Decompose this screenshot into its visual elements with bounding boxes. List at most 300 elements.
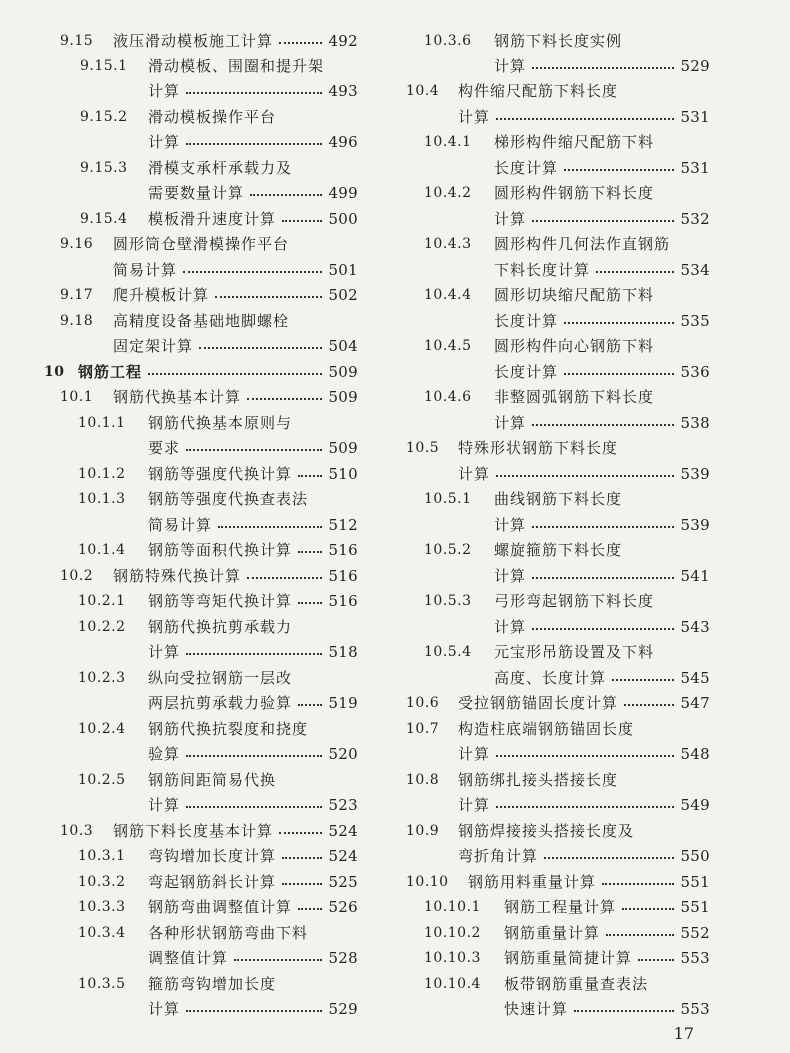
toc-entry-page: 536 (680, 363, 710, 381)
toc-entry-title: 滑动模板、围圈和提升架 (148, 57, 325, 75)
toc-entry-page: 531 (680, 108, 710, 126)
toc-entry-title: 验算 (148, 745, 181, 763)
dot-leader (532, 577, 674, 579)
toc-entry-number: 10.2.5 (78, 772, 126, 788)
toc-entry-title: 构件缩尺配筋下料长度 (458, 82, 619, 100)
toc-entry-number: 10.10.4 (424, 976, 481, 992)
toc-entry[interactable] (0, 333, 395, 359)
toc-entry[interactable] (0, 129, 395, 155)
toc-entry-title: 长度计算 (494, 159, 559, 177)
toc-entry-title: 两层抗剪承载力验算 (148, 694, 293, 712)
toc-entry[interactable] (0, 282, 395, 308)
toc-entry-number: 10.3.1 (78, 848, 126, 864)
toc-entry[interactable] (0, 563, 395, 589)
toc-entry-number: 10.7 (406, 721, 440, 737)
toc-entry-page: 538 (680, 414, 710, 432)
toc-entry-number: 10.10.3 (424, 950, 481, 966)
dot-leader (234, 959, 322, 961)
toc-entry-number: 10.10.1 (424, 899, 481, 915)
dot-leader (298, 475, 322, 477)
toc-entry[interactable] (0, 869, 395, 895)
dot-leader (574, 1010, 674, 1012)
toc-entry-page: 525 (328, 873, 358, 891)
toc-entry[interactable] (0, 843, 395, 869)
toc-entry-title: 圆形筒仓壁滑模操作平台 (113, 235, 290, 253)
toc-entry-title: 滑动模板操作平台 (148, 108, 277, 126)
toc-entry[interactable] (398, 920, 790, 946)
toc-entry[interactable] (398, 792, 790, 818)
toc-entry-title: 计算 (458, 796, 491, 814)
toc-entry[interactable] (0, 435, 395, 461)
toc-entry-page: 548 (680, 745, 710, 763)
toc-entry-page: 520 (328, 745, 358, 763)
toc-entry-title: 螺旋箍筋下料长度 (494, 541, 623, 559)
dot-leader (602, 883, 674, 885)
toc-entry-title: 圆形构件钢筋下料长度 (494, 184, 655, 202)
toc-entry-number: 10.10 (406, 874, 449, 890)
toc-entry-number: 10.1.4 (78, 542, 126, 558)
toc-entry-title: 特殊形状钢筋下料长度 (458, 439, 619, 457)
toc-entry-page: 543 (680, 618, 710, 636)
toc-entry-page: 541 (680, 567, 710, 585)
toc-entry-number: 9.17 (60, 287, 94, 303)
toc-entry[interactable] (0, 996, 395, 1022)
toc-entry[interactable] (398, 690, 790, 716)
toc-entry-title: 计算 (148, 1000, 181, 1018)
toc-entry[interactable] (0, 741, 395, 767)
toc-entry-number: 9.16 (60, 236, 94, 252)
toc-entry-title: 钢筋重量计算 (504, 924, 601, 942)
toc-entry-number: 10.5.1 (424, 491, 472, 507)
dot-leader (544, 857, 674, 859)
toc-entry-number: 10.5 (406, 440, 440, 456)
toc-entry-page: 534 (680, 261, 710, 279)
toc-entry-title: 钢筋工程 (78, 363, 143, 381)
dot-leader (186, 755, 322, 757)
toc-entry-title: 曲线钢筋下料长度 (494, 490, 623, 508)
toc-entry-title: 圆形构件向心钢筋下料 (494, 337, 655, 355)
toc-entry-title: 弯折角计算 (458, 847, 539, 865)
dot-leader (250, 194, 322, 196)
toc-entry-number: 10.2 (60, 568, 94, 584)
dot-leader (622, 908, 674, 910)
toc-entry[interactable] (398, 129, 790, 155)
toc-entry[interactable] (0, 231, 395, 257)
toc-entry[interactable] (0, 614, 395, 640)
toc-entry-number: 9.15 (60, 33, 94, 49)
toc-entry-title: 计算 (148, 82, 181, 100)
toc-entry[interactable] (398, 639, 790, 665)
toc-entry[interactable] (398, 104, 790, 130)
dot-leader (532, 67, 674, 69)
toc-entry[interactable] (398, 843, 790, 869)
toc-entry-title: 高精度设备基础地脚螺栓 (113, 312, 290, 330)
toc-entry-page: 509 (328, 363, 358, 381)
toc-entry-page: 504 (328, 337, 358, 355)
toc-entry-number: 10.1.3 (78, 491, 126, 507)
toc-entry-title: 简易计算 (148, 516, 213, 534)
toc-entry-page: 531 (680, 159, 710, 177)
dot-leader (564, 373, 674, 375)
toc-entry[interactable] (0, 461, 395, 487)
toc-entry-title: 钢筋等强度代换查表法 (148, 490, 309, 508)
toc-entry-title: 钢筋间距简易代换 (148, 771, 277, 789)
toc-entry-title: 钢筋等面积代换计算 (148, 541, 293, 559)
toc-entry-title: 计算 (148, 133, 181, 151)
toc-entry[interactable] (0, 486, 395, 512)
dot-leader (298, 602, 322, 604)
toc-entry[interactable] (398, 971, 790, 997)
toc-entry-page: 509 (328, 388, 358, 406)
toc-entry-page: 529 (328, 1000, 358, 1018)
toc-entry-title: 钢筋用料重量计算 (468, 873, 597, 891)
dot-leader (612, 679, 674, 681)
toc-entry-title: 计算 (148, 643, 181, 661)
toc-entry-title: 钢筋焊接接头搭接长度及 (458, 822, 635, 840)
dot-leader (199, 347, 322, 349)
toc-entry-title: 受拉钢筋锚固长度计算 (458, 694, 619, 712)
toc-entry-title: 要求 (148, 439, 181, 457)
toc-entry[interactable] (398, 945, 790, 971)
toc-entry-page: 547 (680, 694, 710, 712)
toc-entry[interactable] (0, 359, 395, 385)
toc-entry-number: 10.6 (406, 695, 440, 711)
toc-entry-title: 计算 (494, 57, 527, 75)
toc-entry-page: 516 (328, 567, 358, 585)
toc-entry-page: 528 (328, 949, 358, 967)
toc-entry-title: 弯起钢筋斜长计算 (148, 873, 277, 891)
toc-entry-page: 523 (328, 796, 358, 814)
toc-entry-title: 钢筋等强度代换计算 (148, 465, 293, 483)
toc-entry-page: 553 (680, 949, 710, 967)
toc-entry-page: 545 (680, 669, 710, 687)
toc-entry-title: 箍筋弯钩增加长度 (148, 975, 277, 993)
toc-entry-title: 钢筋代换基本计算 (113, 388, 242, 406)
toc-entry[interactable] (398, 741, 790, 767)
toc-entry[interactable] (0, 920, 395, 946)
toc-entry-title: 钢筋等弯矩代换计算 (148, 592, 293, 610)
toc-entry-title: 钢筋代换抗裂度和挠度 (148, 720, 309, 738)
toc-entry[interactable] (0, 155, 395, 181)
toc-entry[interactable] (398, 308, 790, 334)
toc-entry[interactable] (398, 257, 790, 283)
toc-entry-number: 10 (44, 364, 65, 380)
dot-leader (186, 449, 322, 451)
toc-entry-number: 10.3.6 (424, 33, 472, 49)
dot-leader (247, 577, 322, 579)
toc-entry[interactable] (0, 971, 395, 997)
toc-entry[interactable] (0, 818, 395, 844)
toc-entry-page: 550 (680, 847, 710, 865)
toc-entry[interactable] (0, 257, 395, 283)
toc-entry-page: 551 (680, 898, 710, 916)
toc-entry-number: 10.3.4 (78, 925, 126, 941)
dot-leader (186, 1010, 322, 1012)
toc-entry-page: 553 (680, 1000, 710, 1018)
toc-entry-number: 9.15.1 (80, 58, 128, 74)
toc-entry-title: 计算 (494, 618, 527, 636)
dot-leader (186, 653, 322, 655)
toc-entry-title: 滑模支承杆承载力及 (148, 159, 293, 177)
toc-entry-page: 551 (680, 873, 710, 891)
toc-entry[interactable] (0, 512, 395, 538)
dot-leader (596, 271, 674, 273)
dot-leader (564, 322, 674, 324)
toc-entry-title: 弯钩增加长度计算 (148, 847, 277, 865)
dot-leader (496, 475, 674, 477)
toc-entry[interactable] (398, 767, 790, 793)
toc-entry-page: 535 (680, 312, 710, 330)
toc-entry[interactable] (398, 996, 790, 1022)
toc-entry-page: 524 (328, 847, 358, 865)
dot-leader (638, 959, 674, 961)
toc-entry-title: 圆形构件几何法作直钢筋 (494, 235, 671, 253)
dot-leader (218, 526, 322, 528)
toc-entry-title: 模板滑升速度计算 (148, 210, 277, 228)
toc-entry-number: 10.2.2 (78, 619, 126, 635)
toc-entry-number: 10.9 (406, 823, 440, 839)
toc-entry-title: 钢筋特殊代换计算 (113, 567, 242, 585)
toc-entry-number: 10.1.1 (78, 415, 126, 431)
dot-leader (247, 398, 322, 400)
toc-entry-title: 钢筋弯曲调整值计算 (148, 898, 293, 916)
dot-leader (606, 934, 674, 936)
toc-entry-page: 500 (328, 210, 358, 228)
dot-leader (279, 832, 322, 834)
toc-entry[interactable] (0, 180, 395, 206)
toc-entry-page: 524 (328, 822, 358, 840)
toc-entry-page: 539 (680, 516, 710, 534)
toc-entry[interactable] (398, 665, 790, 691)
toc-entry-title: 钢筋重量简捷计算 (504, 949, 633, 967)
toc-entry-title: 计算 (494, 516, 527, 534)
toc-entry-page: 518 (328, 643, 358, 661)
toc-entry-page: 539 (680, 465, 710, 483)
toc-entry-title: 长度计算 (494, 312, 559, 330)
toc-entry-number: 10.2.4 (78, 721, 126, 737)
toc-entry-number: 10.4 (406, 83, 440, 99)
toc-entry[interactable] (398, 486, 790, 512)
toc-entry-number: 10.3.2 (78, 874, 126, 890)
toc-entry[interactable] (0, 945, 395, 971)
toc-entry[interactable] (0, 384, 395, 410)
toc-entry-number: 10.4.2 (424, 185, 472, 201)
toc-entry-title: 计算 (458, 465, 491, 483)
toc-entry-title: 计算 (458, 108, 491, 126)
toc-entry[interactable] (0, 894, 395, 920)
toc-entry-number: 10.3.3 (78, 899, 126, 915)
dot-leader (496, 806, 674, 808)
toc-entry-title: 下料长度计算 (494, 261, 591, 279)
toc-entry[interactable] (0, 206, 395, 232)
toc-entry[interactable] (398, 588, 790, 614)
dot-leader (298, 908, 322, 910)
toc-entry-page: 510 (328, 465, 358, 483)
toc-entry[interactable] (0, 410, 395, 436)
dot-leader (298, 704, 322, 706)
toc-entry-page: 549 (680, 796, 710, 814)
dot-leader (532, 526, 674, 528)
toc-entry[interactable] (398, 28, 790, 54)
toc-entry-title: 梯形构件缩尺配筋下料 (494, 133, 655, 151)
toc-entry[interactable] (0, 767, 395, 793)
dot-leader (282, 857, 322, 859)
toc-entry-number: 10.4.3 (424, 236, 472, 252)
toc-entry-title: 计算 (148, 796, 181, 814)
toc-entry-title: 爬升模板计算 (113, 286, 210, 304)
toc-entry-page: 516 (328, 541, 358, 559)
toc-entry[interactable] (398, 180, 790, 206)
toc-entry-title: 板带钢筋重量查表法 (504, 975, 649, 993)
toc-entry-title: 计算 (458, 745, 491, 763)
toc-entry[interactable] (398, 282, 790, 308)
toc-entry[interactable] (0, 690, 395, 716)
toc-entry-number: 10.4.5 (424, 338, 472, 354)
toc-entry-title: 高度、长度计算 (494, 669, 607, 687)
toc-entry-title: 快速计算 (504, 1000, 569, 1018)
toc-entry-title: 液压滑动模板施工计算 (113, 32, 274, 50)
toc-entry[interactable] (0, 639, 395, 665)
toc-entry-page: 509 (328, 439, 358, 457)
toc-entry-page: 519 (328, 694, 358, 712)
toc-entry-number: 10.1 (60, 389, 94, 405)
toc-entry-number: 9.15.3 (80, 160, 128, 176)
toc-entry-number: 10.2.3 (78, 670, 126, 686)
toc-entry-number: 9.15.2 (80, 109, 128, 125)
toc-entry[interactable] (398, 410, 790, 436)
toc-entry[interactable] (0, 665, 395, 691)
toc-entry[interactable] (398, 512, 790, 538)
toc-entry-title: 元宝形吊筋设置及下料 (494, 643, 655, 661)
toc-entry[interactable] (398, 461, 790, 487)
toc-entry[interactable] (398, 78, 790, 104)
toc-entry-number: 9.15.4 (80, 211, 128, 227)
toc-entry-page: 512 (328, 516, 358, 534)
toc-entry[interactable] (398, 333, 790, 359)
toc-entry[interactable] (0, 308, 395, 334)
dot-leader (282, 883, 322, 885)
toc-entry[interactable] (0, 588, 395, 614)
dot-leader (496, 118, 674, 120)
toc-entry[interactable] (0, 792, 395, 818)
toc-entry-number: 10.2.1 (78, 593, 126, 609)
toc-entry-title: 长度计算 (494, 363, 559, 381)
toc-entry[interactable] (398, 359, 790, 385)
dot-leader (215, 296, 322, 298)
dot-leader (496, 755, 674, 757)
toc-entry-title: 弓形弯起钢筋下料长度 (494, 592, 655, 610)
toc-entry[interactable] (398, 716, 790, 742)
toc-entry-number: 10.5.4 (424, 644, 472, 660)
toc-entry[interactable] (398, 614, 790, 640)
toc-entry-number: 10.10.2 (424, 925, 481, 941)
toc-entry-title: 钢筋工程量计算 (504, 898, 617, 916)
toc-entry[interactable] (0, 104, 395, 130)
toc-entry-page: 492 (328, 32, 358, 50)
toc-entry-number: 10.5.2 (424, 542, 472, 558)
toc-entry-title: 纵向受拉钢筋一层改 (148, 669, 293, 687)
toc-entry[interactable] (0, 78, 395, 104)
toc-entry-number: 10.5.3 (424, 593, 472, 609)
toc-entry[interactable] (0, 537, 395, 563)
toc-entry-title: 钢筋绑扎接头搭接长度 (458, 771, 619, 789)
toc-entry[interactable] (398, 894, 790, 920)
toc-entry-number: 10.1.2 (78, 466, 126, 482)
toc-entry-page: 529 (680, 57, 710, 75)
toc-entry-title: 非整圆弧钢筋下料长度 (494, 388, 655, 406)
toc-entry-number: 9.18 (60, 313, 94, 329)
dot-leader (282, 220, 322, 222)
toc-entry-title: 计算 (494, 567, 527, 585)
dot-leader (532, 220, 674, 222)
toc-entry-title: 构造柱底端钢筋锚固长度 (458, 720, 635, 738)
page-number: 17 (673, 1024, 694, 1043)
toc-entry-number: 10.3 (60, 823, 94, 839)
toc-entry-page: 499 (328, 184, 358, 202)
dot-leader (624, 704, 674, 706)
toc-entry-page: 552 (680, 924, 710, 942)
toc-entry-title: 钢筋代换基本原则与 (148, 414, 293, 432)
toc-entry-page: 526 (328, 898, 358, 916)
dot-leader (186, 92, 322, 94)
toc-entry-title: 调整值计算 (148, 949, 229, 967)
toc-entry[interactable] (398, 563, 790, 589)
dot-leader (186, 143, 322, 145)
toc-entry-title: 简易计算 (113, 261, 178, 279)
toc-entry-page: 501 (328, 261, 358, 279)
toc-entry-number: 10.3.5 (78, 976, 126, 992)
toc-entry-title: 圆形切块缩尺配筋下料 (494, 286, 655, 304)
dot-leader (532, 628, 674, 630)
toc-entry[interactable] (398, 231, 790, 257)
toc-entry[interactable] (398, 384, 790, 410)
toc-entry-page: 516 (328, 592, 358, 610)
toc-entry[interactable] (398, 537, 790, 563)
toc-entry[interactable] (398, 53, 790, 79)
toc-entry-title: 计算 (494, 414, 527, 432)
toc-entry-number: 10.4.6 (424, 389, 472, 405)
dot-leader (183, 271, 322, 273)
toc-entry-page: 496 (328, 133, 358, 151)
toc-entry[interactable] (0, 53, 395, 79)
toc-entry-title: 钢筋下料长度实例 (494, 32, 623, 50)
toc-entry[interactable] (0, 28, 395, 54)
dot-leader (298, 551, 322, 553)
toc-entry-page: 532 (680, 210, 710, 228)
toc-entry-page: 502 (328, 286, 358, 304)
dot-leader (186, 806, 322, 808)
toc-entry[interactable] (398, 155, 790, 181)
toc-entry-title: 计算 (494, 210, 527, 228)
toc-entry[interactable] (0, 716, 395, 742)
dot-leader (279, 42, 322, 44)
toc-entry-title: 需要数量计算 (148, 184, 245, 202)
dot-leader (564, 169, 674, 171)
toc-entry[interactable] (398, 818, 790, 844)
toc-entry-number: 10.8 (406, 772, 440, 788)
toc-entry-title: 钢筋代换抗剪承载力 (148, 618, 293, 636)
toc-entry[interactable] (398, 206, 790, 232)
toc-entry[interactable] (398, 869, 790, 895)
toc-entry-title: 固定架计算 (113, 337, 194, 355)
toc-entry-number: 10.4.1 (424, 134, 472, 150)
toc-entry-page: 493 (328, 82, 358, 100)
toc-entry[interactable] (398, 435, 790, 461)
toc-entry-title: 钢筋下料长度基本计算 (113, 822, 274, 840)
toc-entry-title: 各种形状钢筋弯曲下料 (148, 924, 309, 942)
toc-entry-number: 10.4.4 (424, 287, 472, 303)
dot-leader (532, 424, 674, 426)
